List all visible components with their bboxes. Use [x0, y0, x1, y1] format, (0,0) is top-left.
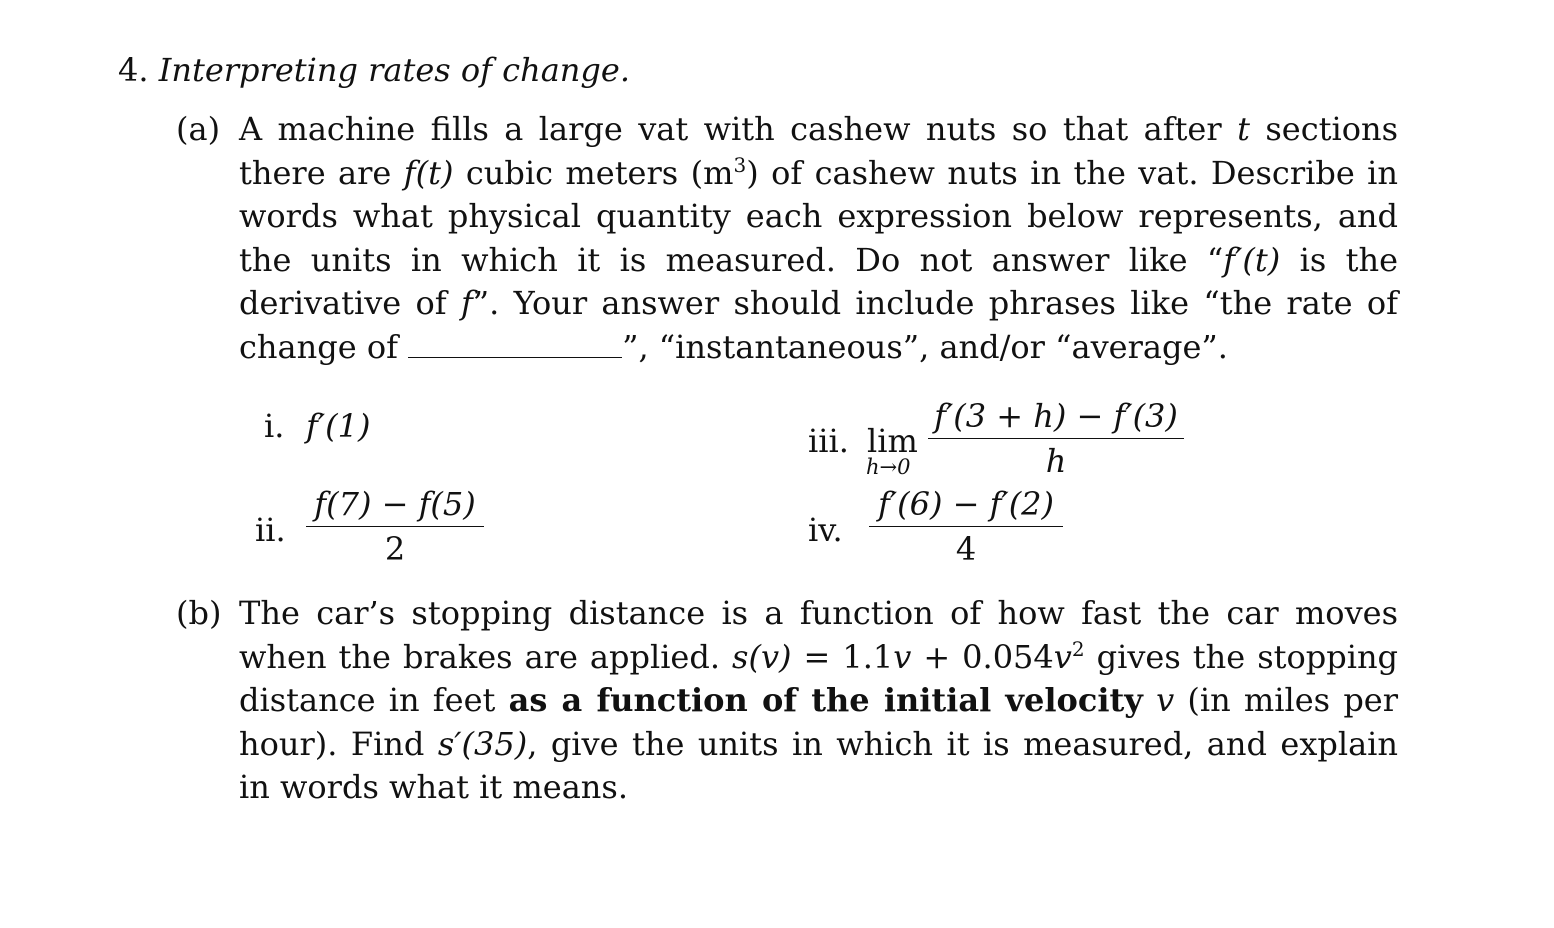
fraction-denominator: 2 — [384, 530, 406, 568]
problem-number: 4. — [118, 51, 149, 89]
item-iv-label: iv. — [808, 511, 843, 549]
variable-v: v — [1156, 681, 1175, 719]
part-a-text-segment: sections there are — [239, 110, 1399, 192]
limit-operator: lim — [867, 422, 918, 460]
fraction-bar — [306, 526, 484, 527]
item-i-label: i. — [264, 407, 285, 445]
bold-phrase: as a function of the initial velocity — [508, 681, 1143, 719]
expression-s-prime-35: s′(35) — [437, 724, 528, 763]
part-b — [176, 592, 1399, 806]
part-a-text-segment: A machine fills a large vat with cashew nuts so that after — [239, 110, 1238, 148]
part-b-label: (b) — [176, 594, 222, 632]
problem-heading — [118, 50, 630, 90]
part-a-text-segment: ”, “instantaneous”, and/or “average”. — [622, 327, 1228, 366]
part-a-text-segment: ”. Your answer should include phrases like “the rate of change of — [239, 284, 1399, 366]
part-a-text — [239, 108, 1398, 369]
problem-title: Interpreting rates of change. — [158, 51, 630, 89]
part-b-text-segment: (in miles per hour). Find — [239, 681, 1399, 763]
part-b-text-segment — [1143, 681, 1156, 719]
part-a-label: (a) — [176, 110, 221, 148]
item-iii-fraction — [928, 396, 1184, 481]
part-a-text-segment: cubic meters (m — [453, 153, 734, 192]
item-iii-label: iii. — [808, 422, 849, 460]
fraction-denominator: h — [1045, 442, 1067, 480]
cube-exponent: 3 — [733, 152, 747, 177]
expression-f-prime-t: f′(t) — [1223, 240, 1281, 279]
formula-variable-v: v — [1053, 637, 1072, 676]
variable-t: t — [1237, 110, 1250, 148]
part-a — [176, 108, 1398, 368]
part-a-text-segment: ) of cashew nuts in the vat. Describe in words what physical quantity each expression below represents, and the units in which it is measured. Do not answer like “ — [239, 153, 1399, 279]
part-b-text-segment: , give the units in which it is measured, and explain in words what it means. — [239, 724, 1399, 806]
formula-lhs: s(v) — [732, 637, 792, 676]
fraction-bar — [869, 526, 1063, 527]
part-a-text-segment: is the derivative of — [239, 240, 1398, 322]
part-b-text — [239, 592, 1398, 810]
fraction-bar — [928, 438, 1184, 439]
item-ii-fraction — [306, 484, 484, 569]
fraction-denominator: 4 — [955, 530, 977, 568]
fraction-numerator: f′(3 + h) − f′(3) — [934, 397, 1178, 435]
part-b-text-segment: gives the stopping distance in feet — [239, 637, 1399, 719]
formula-exponent: 2 — [1071, 636, 1085, 661]
item-ii-label: ii. — [255, 511, 286, 549]
fraction-numerator: f(7) − f(5) — [314, 485, 476, 523]
limit-subscript: h→0 — [866, 455, 911, 479]
formula-variable-v: v — [893, 637, 912, 676]
formula-segment: + 0.054 — [911, 637, 1054, 676]
expression-f-of-t: f(t) — [403, 153, 454, 192]
part-b-text-segment: The car’s stopping distance is a function of how fast the car moves when the brakes are applied. — [239, 594, 1398, 676]
fill-in-blank — [408, 329, 622, 358]
expression-f: f — [460, 284, 473, 322]
item-iv-fraction — [869, 484, 1063, 569]
item-i-expression: f′(1) — [306, 407, 371, 445]
formula-segment: = 1.1 — [791, 637, 894, 676]
fraction-numerator: f′(6) − f′(2) — [877, 485, 1055, 523]
